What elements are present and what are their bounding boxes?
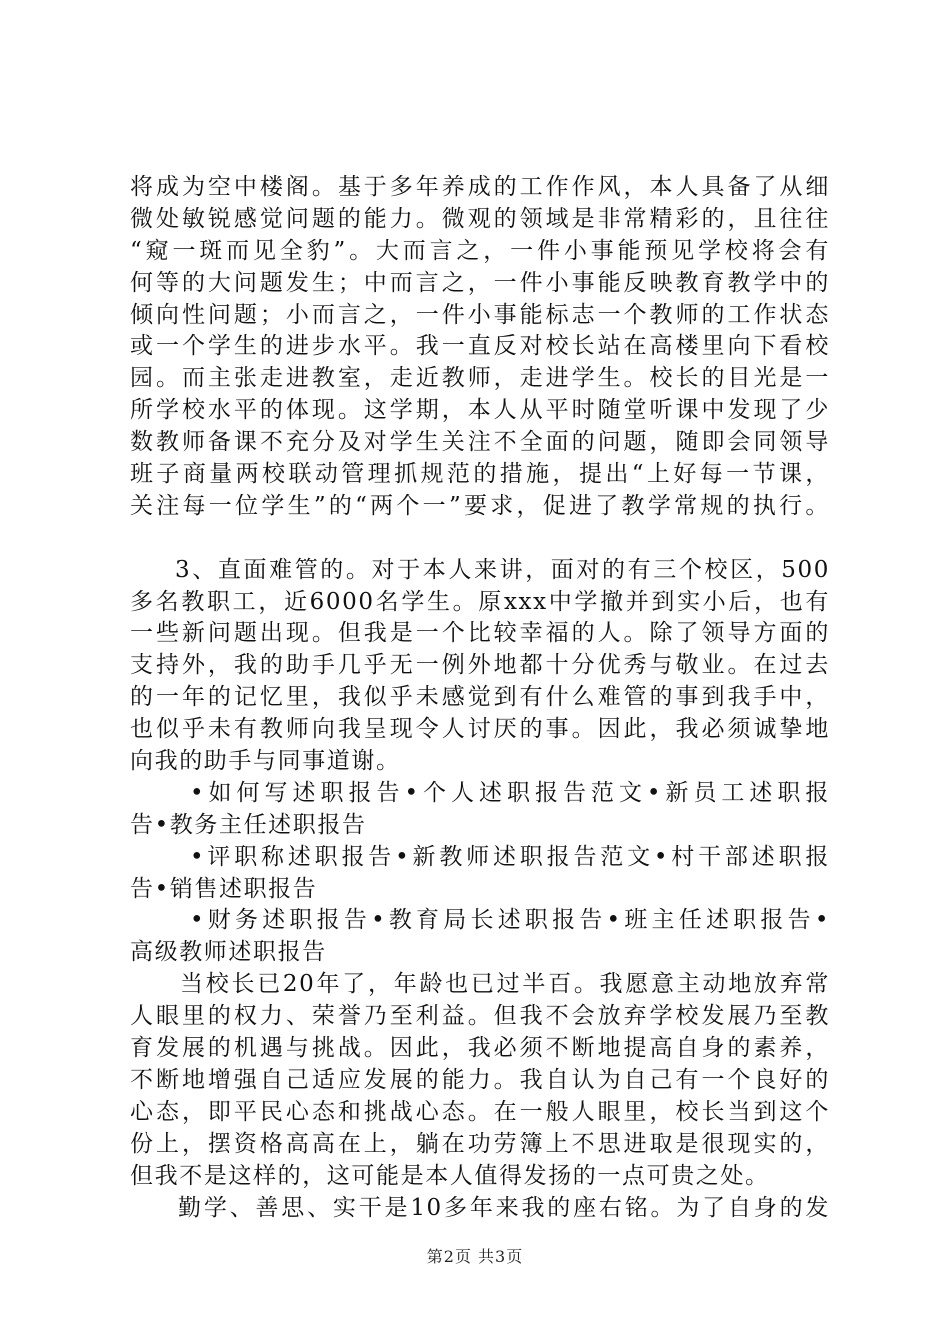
text-line: 微处敏锐感觉问题的能力。微观的领域是非常精彩的，且往往	[130, 205, 830, 232]
text-line: 所学校水平的体现。这学期，本人从平时随堂听课中发现了少	[130, 397, 830, 424]
text-line: 当校长已20年了，年龄也已过半百。我愿意主动地放弃常	[180, 971, 830, 998]
text-line: 支持外，我的助手几乎无一例外地都十分优秀与敬业。在过去	[130, 652, 830, 679]
paragraph-spacer	[130, 523, 830, 555]
related-link-line[interactable]: •评职称述职报告•新教师述职报告范文•村干部述职报	[190, 843, 830, 870]
text-line: 不断地增强自己适应发展的能力。我自认为自己有一个良好的	[130, 1066, 830, 1093]
text-line: 也似乎未有教师向我呈现令人讨厌的事。因此，我必须诚挚地	[130, 716, 830, 743]
page-footer	[0, 1244, 950, 1267]
text-line: 的一年的记忆里，我似乎未感觉到有什么难管的事到我手中，	[130, 684, 830, 711]
page-number-label: 第2页 共3页	[426, 1247, 524, 1266]
paragraph-1	[130, 172, 830, 523]
text-line: 份上，摆资格高高在上，躺在功劳簿上不思进取是很现实的，	[130, 1130, 830, 1157]
text-line: 或一个学生的进步水平。我一直反对校长站在高楼里向下看校	[130, 333, 830, 360]
text-line: 向我的助手与同事道谢。	[130, 748, 401, 775]
paragraph-4	[130, 1193, 830, 1225]
text-line: 3、直面难管的。对于本人来讲，面对的有三个校区，500	[175, 556, 830, 583]
text-line: 关注每一位学生”的“两个一”要求，促进了教学常规的执行。	[130, 492, 830, 519]
text-line: 人眼里的权力、荣誉乃至利益。但我不会放弃学校发展乃至教	[130, 1003, 830, 1030]
text-line: 勤学、善思、实干是10多年来我的座右铭。为了自身的发	[178, 1194, 830, 1221]
related-link-line[interactable]: 高级教师述职报告	[130, 939, 327, 966]
related-link-line[interactable]: •财务述职报告•教育局长述职报告•班主任述职报告•	[190, 907, 830, 934]
paragraph-2	[130, 555, 830, 778]
text-line: 倾向性问题；小而言之，一件小事能标志一个教师的工作状态	[130, 301, 830, 328]
text-line: 数教师备课不充分及对学生关注不全面的问题，随即会同领导	[130, 429, 830, 456]
text-line: 将成为空中楼阁。基于多年养成的工作作风，本人具备了从细	[130, 174, 830, 200]
text-line: 但我不是这样的，这可能是本人值得发扬的一点可贵之处。	[130, 1162, 770, 1189]
text-line: 一些新问题出现。但我是一个比较幸福的人。除了领导方面的	[130, 620, 830, 647]
text-line: 何等的大问题发生；中而言之，一件小事能反映教育教学中的	[130, 269, 830, 296]
related-link-line[interactable]: 告•教务主任述职报告	[130, 811, 367, 838]
related-link-line[interactable]: 告•销售述职报告	[130, 875, 318, 902]
related-link-line[interactable]: •如何写述职报告•个人述职报告范文•新员工述职报	[190, 779, 830, 806]
text-line: 班子商量两校联动管理抓规范的措施，提出“上好每一节课，	[130, 461, 830, 488]
text-line: 心态，即平民心态和挑战心态。在一般人眼里，校长当到这个	[130, 1098, 830, 1125]
text-line: “窥一斑而见全豹”。大而言之，一件小事能预见学校将会有	[130, 237, 830, 264]
text-line: 育发展的机遇与挑战。因此，我必须不断地提高自身的素养，	[130, 1035, 830, 1062]
document-body	[130, 172, 830, 1224]
text-line: 多名教职工，近6000名学生。原xxx中学撤并到实小后，也有	[130, 588, 830, 615]
related-links	[130, 778, 830, 969]
text-line: 园。而主张走进教室，走近教师，走进学生。校长的目光是一	[130, 365, 830, 392]
paragraph-3	[130, 969, 830, 1192]
